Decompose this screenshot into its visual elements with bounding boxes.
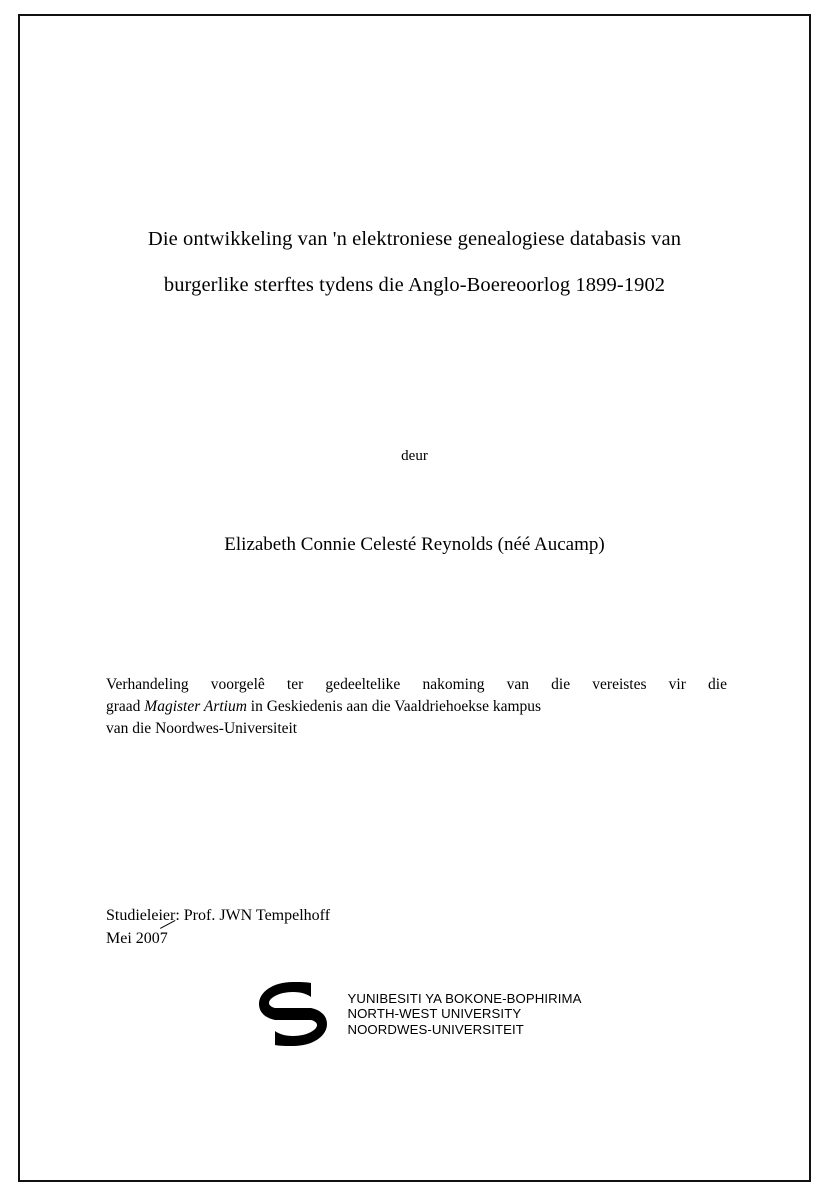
university-logo-block — [20, 978, 809, 1050]
logo-wrap — [247, 978, 581, 1050]
statement-degree-name: Magister Artium — [144, 698, 247, 715]
statement-line-2 — [106, 696, 727, 718]
supervisor-block — [106, 904, 330, 950]
statement-line-3: van die Noordwes-Universiteit — [106, 720, 298, 737]
statement-line-2-after: in Geskiedenis aan die Vaaldriehoekse kampus — [246, 698, 542, 715]
date-line: Mei 2007 — [106, 930, 168, 947]
north-west-university-logo-icon — [247, 978, 339, 1050]
degree-statement — [106, 674, 727, 740]
document-page — [18, 14, 811, 1182]
statement-line-1: Verhandeling voorgelê ter gedeeltelike nakoming van die vereistes vir die — [106, 676, 727, 693]
logo-name-setswana: YUNIBESITI YA BOKONE-BOPHIRIMA — [347, 990, 582, 1006]
title-line-1: Die ontwikkeling van 'n elektroniese genealogiese databasis van — [147, 228, 682, 250]
date-line-wrap — [106, 927, 168, 950]
author-name: Elizabeth Connie Celesté Reynolds (néé Aucamp) — [224, 534, 605, 555]
title-line-2: burgerlike sterftes tydens die Anglo-Boereoorlog 1899-1902 — [163, 274, 666, 296]
page-inner — [20, 16, 809, 1180]
by-label: deur — [401, 448, 428, 464]
statement-line-2-before: graad — [106, 698, 145, 715]
supervisor-line: Studieleier: Prof. JWN Tempelhoff — [106, 907, 331, 924]
logo-name-afrikaans: NOORDWES-UNIVERSITEIT — [347, 1021, 524, 1037]
page-title — [106, 216, 723, 308]
logo-name-english: NORTH-WEST UNIVERSITY — [347, 1006, 522, 1022]
logo-name-lines — [347, 991, 581, 1038]
